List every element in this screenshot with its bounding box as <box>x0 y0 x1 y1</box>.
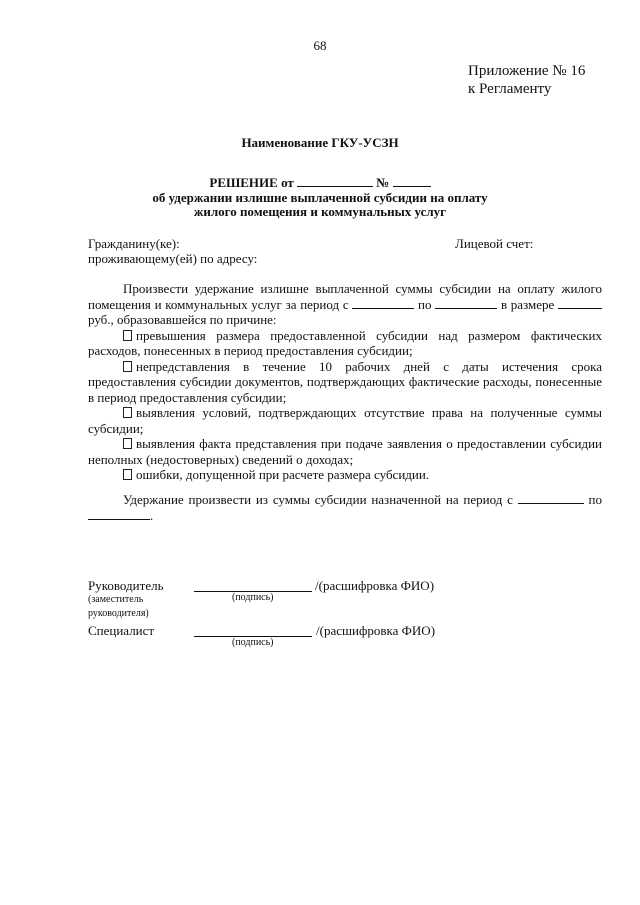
period-sentence <box>88 281 602 328</box>
checkbox-icon[interactable] <box>123 438 132 449</box>
withhold-to-text: по <box>588 492 603 507</box>
specialist-label: Специалист <box>88 623 155 638</box>
address-label: проживающему(ей) по адресу: <box>88 251 258 266</box>
document-title <box>0 176 640 220</box>
appendix-line2: к Регламенту <box>468 81 552 97</box>
deputy-line1: (заместитель <box>88 594 144 605</box>
head-signature-hint: (подпись) <box>232 592 274 603</box>
reason-intro: руб., образовавшейся по причине: <box>88 312 277 327</box>
reason-item: превышения размера предоставленной субсидии над размером фактических расходов, понесенных в период предоставления субсидии; <box>88 327 602 358</box>
withholding-paragraph: Удержание произвести из суммы субсидии назначенной на период с по . <box>88 492 602 523</box>
period-from-blank <box>352 297 414 309</box>
main-paragraph <box>88 281 602 483</box>
checkbox-icon[interactable] <box>123 361 132 372</box>
org-name: Наименование ГКУ-УСЗН <box>241 135 399 150</box>
appendix-header <box>468 62 585 98</box>
page-number: 68 <box>313 38 327 53</box>
title-line2: об удержании излишне выплаченной субсидии на оплату <box>152 189 488 205</box>
date-blank <box>297 176 373 187</box>
title-num: № <box>376 175 390 190</box>
checkbox-icon[interactable] <box>123 469 132 480</box>
specialist-fio-label: /(расшифровка ФИО) <box>316 623 436 638</box>
amount-blank <box>558 297 602 309</box>
period-to-text: по <box>418 296 432 312</box>
withhold-from-blank <box>518 492 584 504</box>
head-label: Руководитель <box>88 578 164 593</box>
title-line1 <box>0 176 640 191</box>
amount-text: в размере <box>500 296 555 312</box>
specialist-signature-hint: (подпись) <box>232 637 274 648</box>
reason-item: ошибки, допущенной при расчете размера субсидии. <box>88 467 602 483</box>
reason-item: непредставления в течение 10 рабочих дней с даты истечения срока предоставления субсидии документов, подтверждающих фактические расходы, понесенные в период предоставления субсидии; <box>88 358 602 405</box>
title-word: РЕШЕНИЕ от <box>209 175 294 190</box>
account-label: Лицевой счет: <box>455 236 534 251</box>
title-line3: жилого помещения и коммунальных услуг <box>193 204 447 219</box>
checkbox-icon[interactable] <box>123 330 132 341</box>
withholding-text: Удержание произвести из суммы субсидии назначенной на период с <box>123 492 513 507</box>
recipient-label: Гражданину(ке): <box>88 236 180 251</box>
head-fio-label: /(расшифровка ФИО) <box>315 578 435 593</box>
appendix-line1: Приложение № 16 <box>468 63 586 79</box>
withhold-to-blank <box>88 508 150 520</box>
reason-item: выявления факта представления при подаче заявления о предоставлении субсидии неполных (недостоверных) сведений о доходах; <box>88 436 602 467</box>
number-blank <box>393 176 431 187</box>
period-to-blank <box>435 297 497 309</box>
deputy-line2: руководителя) <box>88 608 149 619</box>
reason-item: выявления условий, подтверждающих отсутствие права на полученные суммы субсидии; <box>88 405 602 436</box>
checkbox-icon[interactable] <box>123 407 132 418</box>
period-text: Произвести удержание излишне выплаченной суммы субсидии на оплату жилого помещения и коммунальных услуг за период с <box>88 281 602 312</box>
